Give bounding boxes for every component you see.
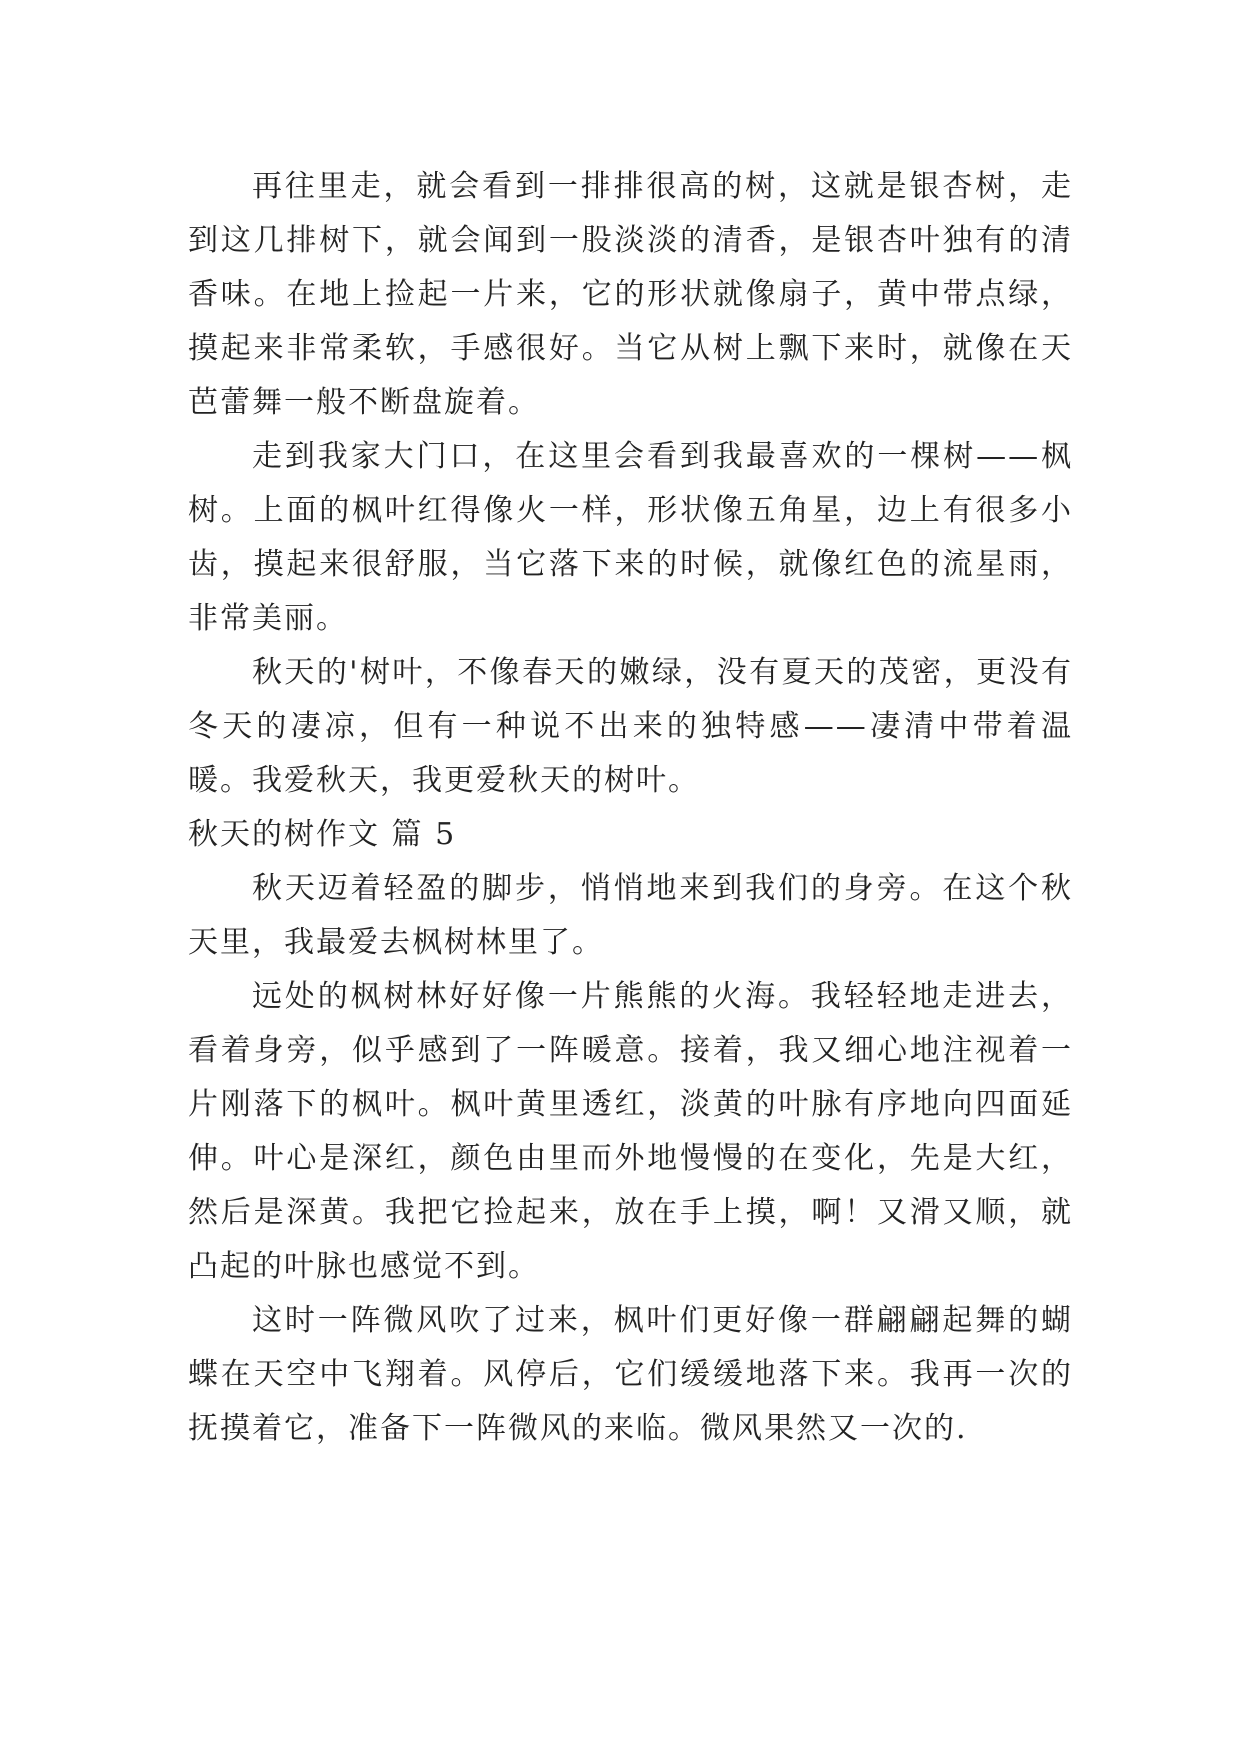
paragraph-maple-forest-detail: 远处的枫树林好好像一片熊熊的火海。我轻轻地走进去，看着身旁，似乎感到了一阵暖意。接着，我又细心地注视着一片刚落下的枫叶。枫叶黄里透红，淡黄的叶脉有序地向四面延伸。叶心是深红，颜色由里而外地慢慢的在变化，先是大红，然后是深黄。我把它捡起来，放在手上摸，啊！又滑又顺，就凸起的叶脉也感觉不到。 — [188, 979, 1073, 1284]
paragraph-autumn-leaves: 秋天的'树叶，不像春天的嫩绿，没有夏天的茂密，更没有冬天的凄凉，但有一种说不出来的独特感——凄清中带着温暖。我爱秋天，我更爱秋天的树叶。 — [188, 655, 1073, 798]
paragraph-maple-door: 走到我家大门口，在这里会看到我最喜欢的一棵树——枫树。上面的枫叶红得像火一样，形状像五角星，边上有很多小齿，摸起来很舒服，当它落下来的时候，就像红色的流星雨，非常美丽。 — [188, 439, 1073, 636]
paragraph-breeze: 这时一阵微风吹了过来，枫叶们更好像一群翩翩起舞的蝴蝶在天空中飞翔着。风停后，它们缓缓地落下来。我再一次的抚摸着它，准备下一阵微风的来临。微风果然又一次的. — [188, 1303, 1073, 1446]
paragraph-intro-maple-forest: 秋天迈着轻盈的脚步，悄悄地来到我们的身旁。在这个秋天里，我最爱去枫树林里了。 — [188, 871, 1073, 960]
paragraph-ginkgo: 再往里走，就会看到一排排很高的树，这就是银杏树，走到这几排树下，就会闻到一股淡淡的清香，是银杏叶独有的清香味。在地上捡起一片来，它的形状就像扇子，黄中带点绿，摸起来非常柔软，手感很好。当它从树上飘下来时，就像在天芭蕾舞一般不断盘旋着。 — [188, 169, 1073, 420]
article-body — [188, 160, 1073, 1456]
section-heading: 秋天的树作文 篇 5 — [188, 817, 457, 852]
